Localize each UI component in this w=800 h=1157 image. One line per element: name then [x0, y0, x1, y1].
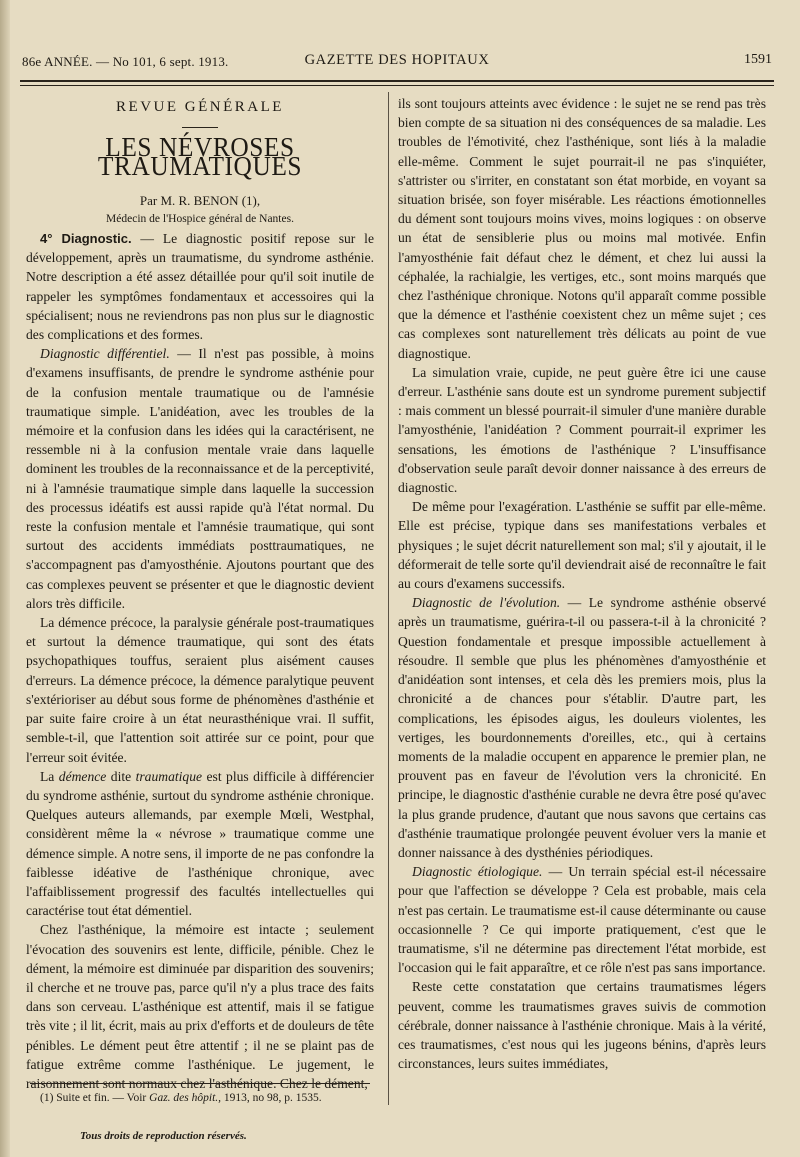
page-binding-shadow: [0, 0, 10, 1157]
section-label-diagnostic: 4° Diagnostic.: [40, 231, 132, 247]
footnote-rule: [30, 1083, 370, 1084]
column-separator: [388, 92, 389, 1105]
paragraph-memory: Chez l'asthénique, la mémoire est intacte ; seulement l'évocation des souvenirs est lente, difficile, pénible. Chez le dément, la mémoire est diminuée par disparition des souvenirs; il cherche et ne trouve pas, parce qu'il n'y a plus trace des faits dans son cerveau. L'asthénique est attentif, mais il se fatigue très vite ; il lit, écrit, mais au prix d'efforts et de douleurs de tête pénibles. Le dément peut être attentif ; il ne se plaint pas de fatigue extrême comme l'asthénique. Le jugement, le raisonnement sont normaux chez l'asthénique. Chez le dément,: [26, 922, 374, 1091]
author-byline: Par M. R. BENON (1),: [139, 192, 261, 208]
article-title: LES NÉVROSES TRAUMATIQUES: [97, 132, 303, 182]
section-label-evolution: Diagnostic de l'évolution.: [412, 595, 561, 611]
paragraph-light-trauma: Reste cette constatation que certains traumatismes légers peuvent, comme les traumatismes graves suivis de commotion cérébrale, donner naissance à l'asthénie chronique. Mais à la vérité, ces traumatismes, c'est nous qui les jugeons bénins, d'après leurs circonstances, leurs suites immédiates,: [398, 979, 766, 1072]
paragraph-etiology: Diagnostic étiologique. — Un terrain spécial est-il nécessaire pour que l'affection se développe ? Cela est probable, mais cela n'est pas certain. Le traumatisme est-il cause déterminante ou cause occasionnelle ? Ce qui importe pratiquement, c'est que le traumatisme, s'il ne détermine pas directement l'état morbide, est l'occasion qui le fait apparaître, et ce rôle n'est pas sans importance.: [398, 864, 766, 976]
title-rule: [182, 127, 218, 128]
paragraph-dementia-praecox: La démence précoce, la paralysie générale post-traumatiques et surtout la démence traumatique, qui sont des états psychopathiques touffus, seraient plus aisément causes d'erreurs. La démence précoce, la démence paralytique peuvent s'extérioriser au début sous forme de phénomènes d'asthénie et par suite faire croire à un état neurasthénique vrai. Il suffit, semble-t-il, que l'attention soit attirée sur ce point, pour que l'erreur soit évitée.: [26, 615, 374, 765]
paragraph-differential: Diagnostic différentiel. — Il n'est pas possible, à moins d'examens insuffisants, de prendre le syndrome asthénie pour de la confusion mentale traumatique ou de l'amnésie traumatique simple. L'anidéation, avec les troubles de la mémoire et la confusion dans les idées qui la caractérisent, ne ressemble ni à la confusion mentale vraie dans laquelle dominent les troubles de la reconnaissance et de la perceptivité, ni à l'amnésie traumatique simple dans laquelle la succession des processus idéatifs est aussi rapide qu'à l'état normal. Du reste la confusion mentale et l'amnésie traumatique, qui sont surtout des accidents immédiats posttraumatiques, ne s'accompagnent pas d'amyosthénie. Ajoutons pourtant que des cas complexes peuvent se présenter et que le diagnostic devient alors très difficile.: [26, 346, 374, 611]
paragraph-simulation: La simulation vraie, cupide, ne peut guère être ici une cause d'erreur. L'asthénie sans doute est un syndrome purement subjectif : mais comment un blessé pourrait-il simuler d'une manière durable l'amyosthénie, l'anidéation ? Comment pourrait-il exprimer les sensations, les émotions de l'asthénique ? L'insuffisance d'observation seule paraît devoir donner naissance à des erreurs de diagnostic.: [398, 364, 766, 496]
section-label-etiology: Diagnostic étiologique.: [412, 864, 543, 880]
header-rule-thick: [20, 80, 774, 82]
paragraph-evolution: Diagnostic de l'évolution. — Le syndrome asthénie observé après un traumatisme, guérira-t-il ou passera-t-il à la chronicité ? Question fondamentale et presque impossible actuellement à résoudre. Il semble que plus les phénomènes d'amyosthénie et d'anidéation sont intenses, et cela dès les premiers mois, plus la chronicité a de chances pour s'établir. D'autre part, les complications, les épisodes aigus, les douleurs violentes, les vertiges, les bourdonnements d'oreilles, etc., qui à certains moments de la maladie occupent en apparence le premier plan, ne prouvent pas en faveur de l'évolution vers la chronicité. En principe, le diagnostic d'asthénie curable ne devra être posé qu'avec la plus grande prudence, d'autant que nous savons que certains cas d'asthénie traumatique prolongée peuvent évoluer vers la manie et donner naissance à des dysthénies périodiques.: [398, 595, 766, 860]
right-column: [398, 94, 766, 1073]
issue-info: 86e ANNÉE. — No 101, 6 sept. 1913.: [22, 54, 229, 69]
paragraph-exaggeration: De même pour l'exagération. L'asthénie se suffit par elle-même. Elle est précise, typique dans ses manifestations verbales et physiques ; le sujet décrit naturellement son mal; s'il y ajoutait, il le déformerait de telle sorte qu'il deviendrait aisé de reconnaître le fait au cours d'examens successifs.: [398, 499, 766, 592]
paragraph-continued: ils sont toujours atteints avec évidence : le sujet ne se rend pas très bien compte de sa situation ni des conséquences de sa maladie. Les troubles de l'émotivité, chez l'asthénique, sont liés à la maladie elle-même. Comment le sujet pourrait-il ne pas s'inquiéter, s'attrister ou s'irriter, en constatant son état morbide, en voyant sa situation brisée, son foyer misérable. Les réactions émotionnelles du dément sont toujours moins vives, moins logiques : on observe un état de sensiblerie plus ou moins mal motivée. Enfin l'amyosthénie fait défaut chez le dément, et chez lui aussi la céphalée, la rachialgie, les vertiges, etc., sont moins marqués que chez l'asthénique chronique. Notons qu'il apparaît comme possible que la démence et l'asthénie coexistent chez un même sujet ; ces cas complexes sont naturellement très délicats au point de vue diagnostique.: [398, 96, 766, 361]
section-label-differential: Diagnostic différentiel.: [40, 346, 170, 362]
running-header: [22, 50, 772, 76]
journal-name: GAZETTE DES HOPITAUX: [304, 52, 490, 68]
left-column: [26, 94, 374, 1093]
footnote: (1) Suite et fin. — Voir Gaz. des hôpit., 1913, no 98, p. 1535.: [40, 1092, 322, 1104]
author-affiliation: Médecin de l'Hospice général de Nantes.: [106, 212, 294, 225]
section-rubrique: REVUE GÉNÉRALE: [116, 99, 284, 115]
paragraph-diagnostic: 4° Diagnostic. — Le diagnostic positif repose sur le développement, après un traumatisme, du syndrome asthénie. Notre description a été assez détaillée pour qu'il soit inutile de rappeler les symptômes fondamentaux et accessoires qui la spécialisent; nous ne reviendrons pas non plus sur le diagnostic des complications et des formes.: [26, 231, 374, 343]
page-number: 1591: [744, 52, 772, 67]
header-rule-thin: [20, 85, 774, 86]
paragraph-traumatic-dementia: La démence dite traumatique est plus difficile à différencier du syndrome asthénie, surtout du syndrome asthénie chronique. Quelques auteurs allemands, par exemple Mœli, Westphal, considèrent même la « névrose » traumatique comme une démence simple. A notre sens, il importe de ne pas confondre la faiblesse idéative de l'asthénique chronique, avec l'affaiblissement progressif des facultés intellectuelles qui caractérise tout état démentiel.: [26, 768, 374, 919]
rights-notice: Tous droits de reproduction réservés.: [80, 1130, 247, 1142]
